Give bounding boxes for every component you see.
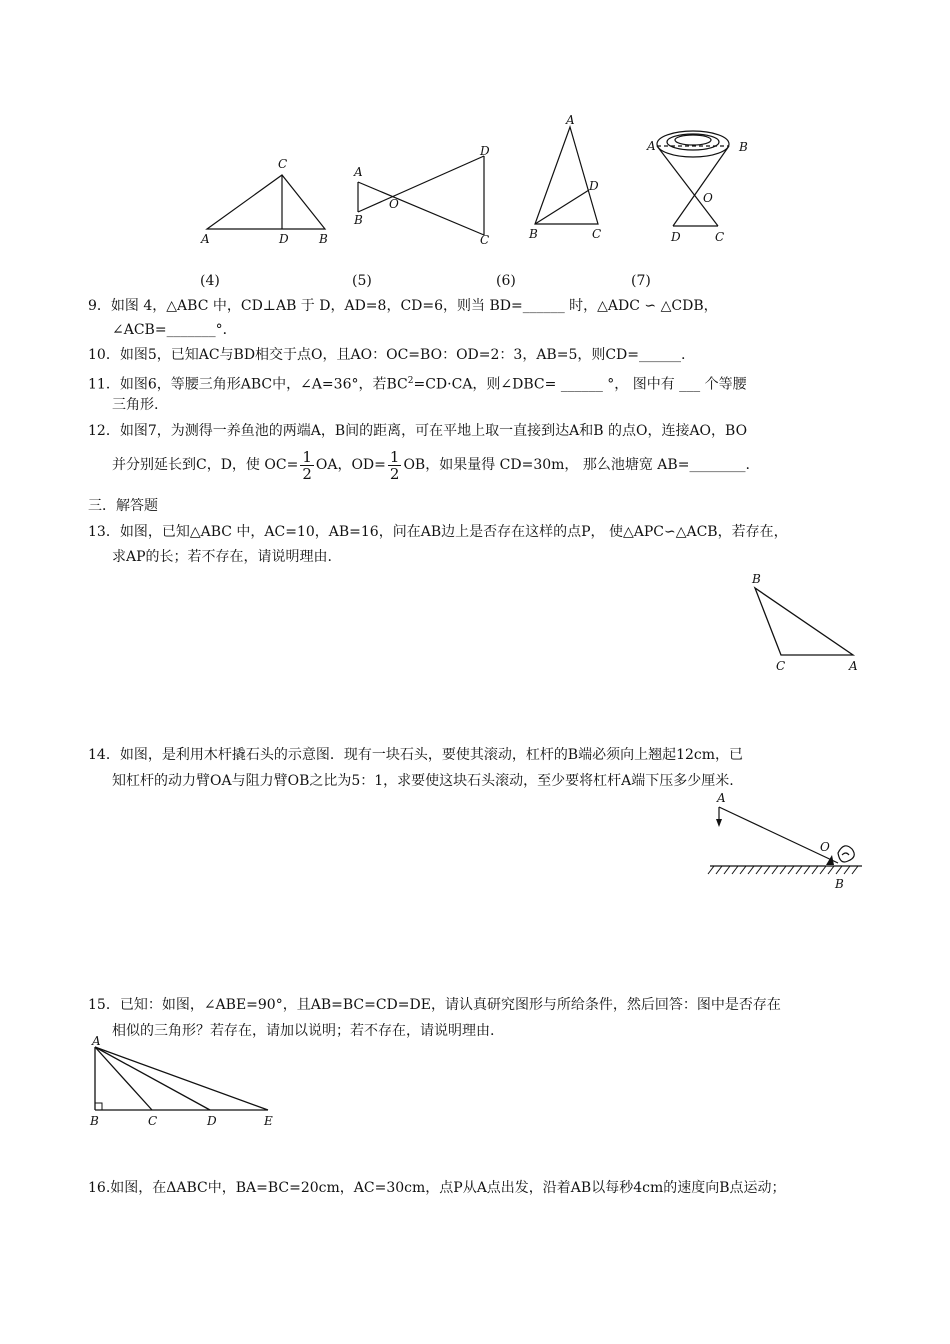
fig4-caption: (4) — [200, 273, 220, 289]
q12-text-b: OA，OD= — [315, 457, 386, 473]
q11-text-a: 11．如图6，等腰三角形ABC中，∠A=36°，若BC — [88, 376, 408, 393]
fig6-label-d: D — [589, 179, 599, 193]
q9-line1: 9．如图 4，△ABC 中，CD⊥AB 于 D，AD=8，CD=6，则当 BD=______ 时，△ADC ∽ △CDB， — [88, 298, 718, 314]
q12-line2 — [112, 446, 750, 484]
q11-line1 — [88, 371, 747, 395]
fig5-caption: (5) — [352, 273, 372, 289]
fig7-caption: (7) — [631, 273, 651, 289]
q15-label-a: A — [92, 1035, 101, 1048]
q11-text-b: =CD·CA，则∠DBC= ______ °， 图中有 ___ 个等腰 — [413, 376, 747, 393]
figure-q14 — [700, 785, 870, 895]
fig6-caption: (6) — [496, 273, 516, 289]
q14-label-o: O — [820, 840, 830, 854]
q12-text-a: 并分别延长到C，D，使 OC= — [112, 457, 299, 473]
fig7-label-c: C — [715, 230, 725, 244]
fig7-label-d: D — [671, 230, 681, 244]
q13-label-c: C — [776, 659, 786, 673]
fraction-2: $\frac{1}{2}$ — [389, 447, 400, 483]
q10-line1: 10．如图5，已知AC与BD相交于点O，且AO：OC=BO：OD=2：3，AB=5，则CD=______. — [88, 347, 686, 363]
fig4-label-d: D — [279, 232, 289, 246]
q15-label-d: D — [207, 1114, 217, 1128]
fig6-label-a: A — [566, 113, 575, 127]
figure-q15 — [82, 1035, 282, 1130]
section-title: 三．解答题 — [88, 498, 158, 514]
q14-line2: 知杠杆的动力臂OA与阻力臂OB之比为5：1，求要使这块石头滚动，至少要将杠杆A端下压多少厘米. — [112, 773, 734, 789]
fig4-label-b: B — [319, 232, 328, 246]
fig5-label-d: D — [480, 144, 490, 158]
q12-line1: 12．如图7，为测得一养鱼池的两端A，B间的距离，可在平地上取一直接到达A和B 的点O，连接AO，BO — [88, 423, 748, 439]
fig5-label-o: O — [389, 197, 399, 211]
q15-line1: 15．已知：如图，∠ABE=90°，且AB=BC=CD=DE，请认真研究图形与所给条件，然后回答：图中是否存在 — [88, 997, 781, 1013]
q12-text-c: OB，如果量得 CD=30m， 那么池塘宽 AB=________. — [403, 457, 750, 473]
fig6-label-c: C — [592, 227, 602, 241]
fig7-label-o: O — [703, 191, 713, 205]
fig4-label-a: A — [201, 232, 210, 246]
fig5-label-c: C — [480, 233, 490, 247]
fig5-label-a: A — [354, 165, 363, 179]
q13-line2: 求AP的长；若不存在，请说明理由. — [112, 549, 332, 565]
q13-label-b: B — [752, 572, 761, 586]
q15-label-b: B — [90, 1114, 99, 1128]
q15-line2: 相似的三角形？若存在，请加以说明；若不存在，请说明理由. — [112, 1023, 495, 1039]
fig4-label-c: C — [278, 157, 288, 171]
fig7-label-b: B — [739, 140, 748, 154]
q11-line2: 三角形. — [112, 397, 159, 413]
figure-5 — [348, 140, 500, 248]
q11-superscript: 2 — [407, 376, 414, 386]
q9-line2: ∠ACB=_______°． — [112, 322, 237, 338]
fig6-label-b: B — [529, 227, 538, 241]
q15-label-e: E — [264, 1114, 273, 1128]
q16-line1: 16.如图，在ΔABC中，BA=BC=20cm，AC=30cm，点P从A点出发，沿着AB以每秒4cm的速度向B点运动； — [88, 1180, 786, 1196]
fig5-label-b: B — [354, 213, 363, 227]
fig7-label-a: A — [647, 139, 656, 153]
figure-q13 — [745, 568, 870, 676]
figure-6 — [522, 110, 612, 245]
figure-4 — [195, 155, 340, 250]
q15-label-c: C — [148, 1114, 158, 1128]
q14-label-a: A — [717, 791, 726, 805]
q13-label-a: A — [849, 659, 858, 673]
q14-label-b: B — [835, 877, 844, 891]
q13-line1: 13．如图，已知△ABC 中，AC=10，AB=16，问在AB边上是否存在这样的点P， 使△APC∽△ACB，若存在， — [88, 524, 788, 540]
q14-line1: 14．如图，是利用木杆撬石头的示意图．现有一块石头，要使其滚动，杠杆的B端必须向上翘起12cm，已 — [88, 747, 744, 763]
figure-7 — [643, 122, 758, 247]
fraction-1: $\frac{1}{2}$ — [302, 447, 312, 483]
